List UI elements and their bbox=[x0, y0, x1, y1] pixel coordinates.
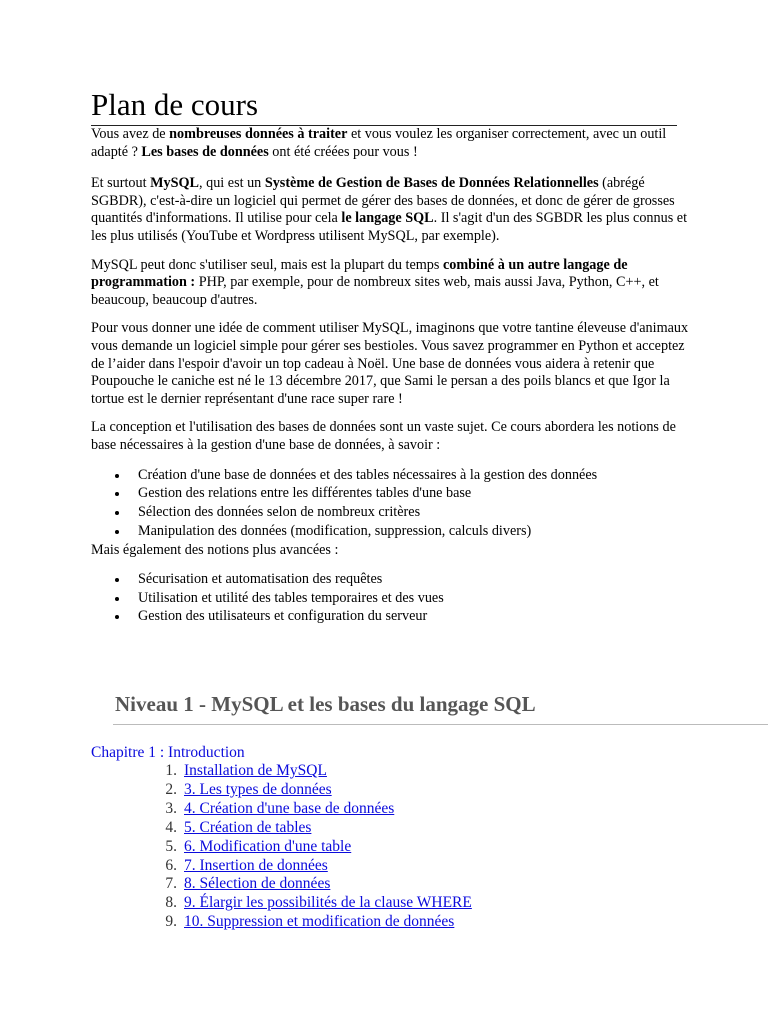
text-run: . Il s'agit d'un des SGBDR les plus connus et les plus utilisés (YouTube et Wordpress utilisent MySQL, par exemple). bbox=[91, 210, 688, 244]
text-run: et vous voulez les organiser correctement, avec un outil adapté ? bbox=[91, 126, 667, 160]
list-item: Manipulation des données (modification, suppression, calculs divers) bbox=[91, 523, 691, 541]
toc-number: 3. bbox=[165, 799, 177, 817]
text-run: , qui est un bbox=[199, 175, 265, 192]
toc-item bbox=[91, 781, 472, 800]
list-item: Sélection des données selon de nombreux critères bbox=[91, 504, 691, 522]
list-item: Utilisation et utilité des tables temporaires et des vues bbox=[91, 590, 691, 608]
section-divider bbox=[113, 724, 768, 725]
bold-run: MySQL bbox=[150, 175, 199, 192]
intro-paragraph-1 bbox=[91, 126, 691, 161]
text-run: MySQL peut donc s'utiliser seul, mais est la plupart du temps bbox=[91, 256, 443, 273]
table-of-contents bbox=[91, 762, 472, 932]
toc-number: 2. bbox=[165, 780, 177, 798]
list-item: Sécurisation et automatisation des requêtes bbox=[91, 571, 691, 589]
text-run: (abrégé SGBDR), c'est-à-dire un logiciel qui permet de gérer des bases de données, et donc de gérer de grosses quantités d'informations. Il utilise pour cela bbox=[91, 175, 675, 227]
intro-paragraph-2 bbox=[91, 175, 691, 245]
toc-number: 6. bbox=[165, 856, 177, 874]
page-title: Plan de cours bbox=[91, 86, 677, 126]
advanced-list bbox=[91, 571, 691, 626]
toc-item bbox=[91, 913, 472, 932]
list-item: Gestion des utilisateurs et configuration du serveur bbox=[91, 608, 691, 626]
basics-list bbox=[91, 467, 691, 541]
list-item: Gestion des relations entre les différentes tables d'une base bbox=[91, 485, 691, 503]
list-item: Création d'une base de données et des tables nécessaires à la gestion des données bbox=[91, 467, 691, 485]
toc-link[interactable]: 5. Création de tables bbox=[184, 818, 312, 836]
toc-number: 4. bbox=[165, 818, 177, 836]
toc-item bbox=[91, 819, 472, 838]
toc-link[interactable]: 9. Élargir les possibilités de la clause WHERE bbox=[184, 894, 472, 912]
section-heading: Niveau 1 - MySQL et les bases du langage SQL bbox=[115, 692, 536, 716]
toc-link[interactable]: 4. Création d'une base de données bbox=[184, 799, 395, 817]
toc-link[interactable]: 10. Suppression et modification de données bbox=[184, 913, 455, 931]
bold-run: combiné à un autre langage de programmation : bbox=[91, 256, 628, 291]
intro-paragraph-5: La conception et l'utilisation des bases de données sont un vaste sujet. Ce cours abordera les notions de base nécessaires à la gestion d'une base de données, à savoir : bbox=[91, 419, 676, 453]
text-run: Et surtout bbox=[91, 175, 151, 192]
bold-run: le langage SQL bbox=[341, 210, 434, 227]
toc-link[interactable]: Installation de MySQL bbox=[184, 762, 327, 779]
text-run: PHP, par exemple, pour de nombreux sites web, mais aussi Java, Python, C++, et beaucoup, beaucoup d'autres. bbox=[91, 274, 659, 308]
toc-number: 7. bbox=[165, 875, 177, 893]
intro-paragraph-3 bbox=[91, 257, 691, 310]
toc-number: 5. bbox=[165, 837, 177, 855]
toc-link[interactable]: 6. Modification d'une table bbox=[184, 837, 352, 855]
toc-number: 8. bbox=[165, 894, 177, 912]
toc-link[interactable]: 8. Sélection de données bbox=[184, 875, 331, 893]
toc-number: 1. bbox=[165, 762, 177, 779]
toc-item bbox=[91, 838, 472, 857]
toc-item bbox=[91, 762, 472, 781]
bold-run: Les bases de données bbox=[141, 143, 269, 160]
intro-content bbox=[91, 126, 691, 627]
chapter-title: Chapitre 1 : Introduction bbox=[91, 744, 245, 761]
toc-item bbox=[91, 875, 472, 894]
text-run: Vous avez de bbox=[91, 126, 170, 142]
toc-number: 9. bbox=[165, 913, 177, 931]
bold-run: Système de Gestion de Bases de Données Relationnelles bbox=[264, 175, 599, 192]
toc-item bbox=[91, 857, 472, 876]
intro-paragraph-4: Pour vous donner une idée de comment utiliser MySQL, imaginons que votre tantine éleveuse d'animaux vous demande un logiciel simple pour gérer ses bestioles. Vous savez programmer en Python et acceptez de l’aider dans l'espoir d'avoir un top cadeau à Noël. Une base de données vous aidera à retenir que Poupouche le caniche est né le 13 décembre 2017, que Sami le persan a des poils blancs et que Igor la tortue est le dernier représentant d'une race super rare ! bbox=[91, 320, 689, 407]
toc-item bbox=[91, 800, 472, 819]
bold-run: nombreuses données à traiter bbox=[169, 126, 348, 142]
advanced-intro: Mais également des notions plus avancées : bbox=[91, 542, 339, 559]
toc-link[interactable]: 3. Les types de données bbox=[184, 780, 332, 798]
text-run: ont été créées pour vous ! bbox=[268, 143, 418, 160]
toc-item bbox=[91, 894, 472, 913]
toc-link[interactable]: 7. Insertion de données bbox=[184, 856, 328, 874]
